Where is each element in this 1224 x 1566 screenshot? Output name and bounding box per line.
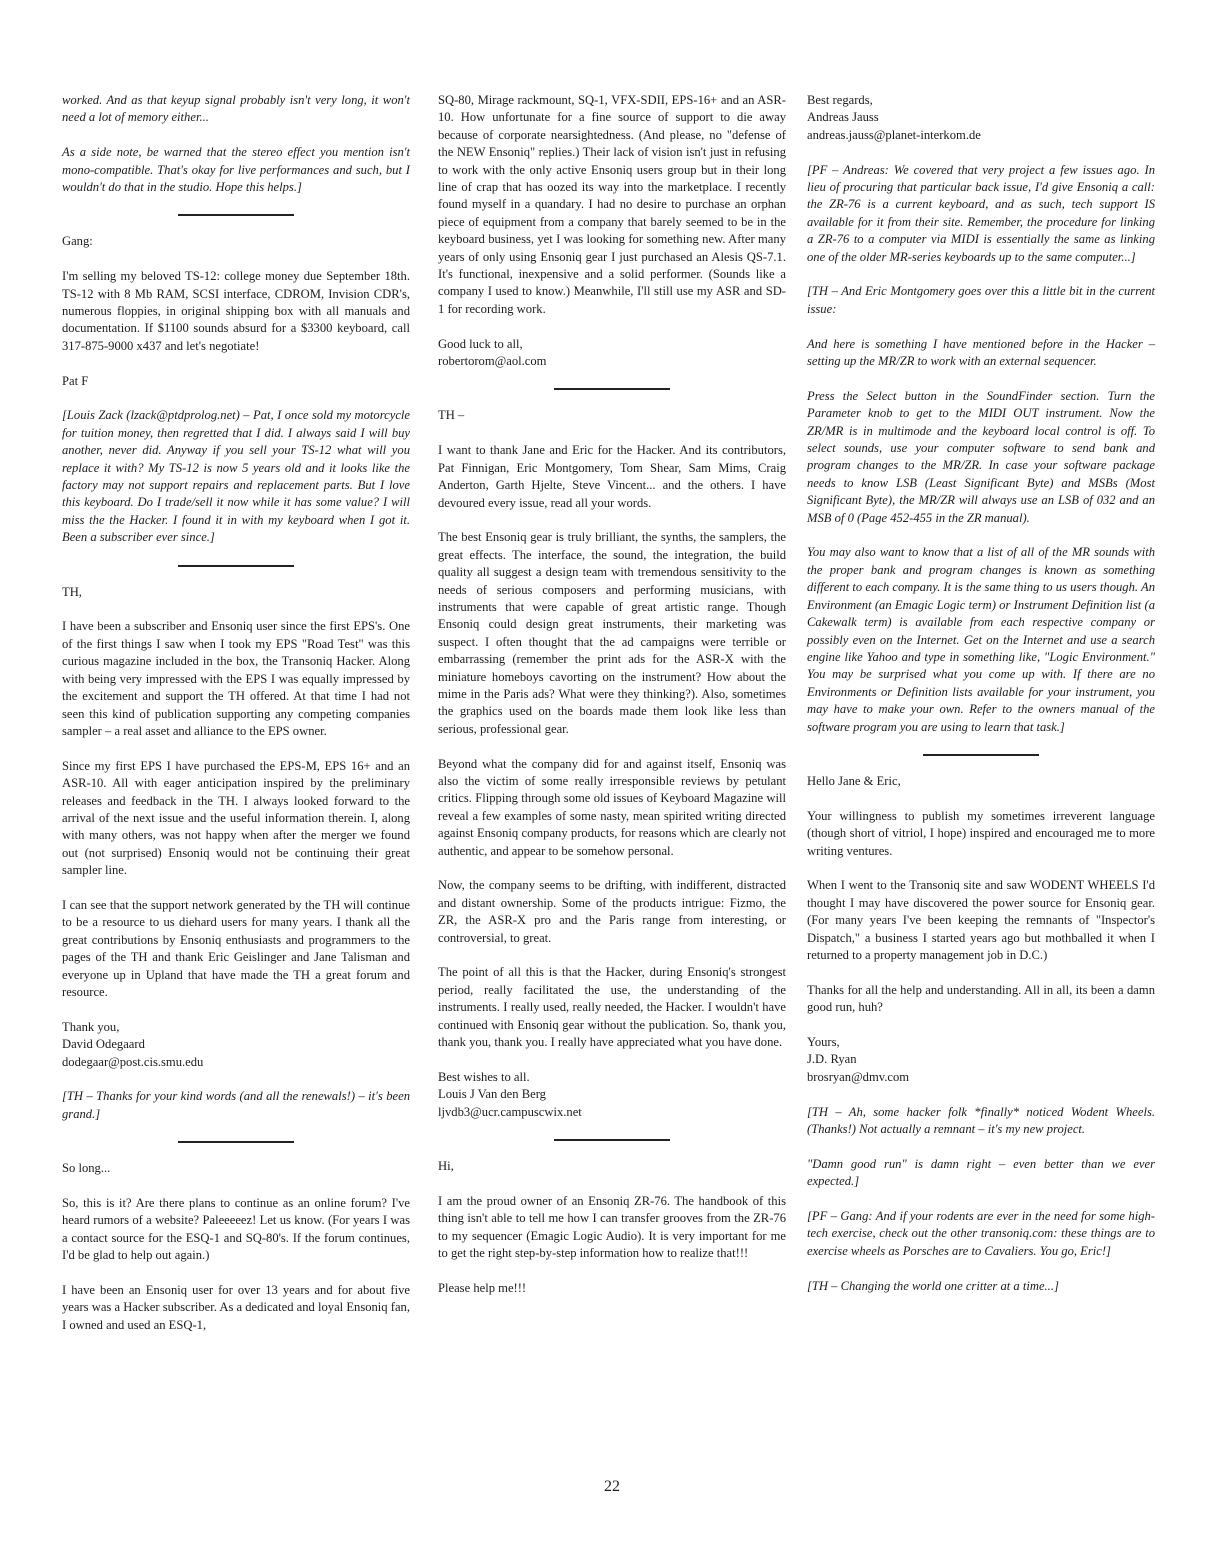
signature-block: Best wishes to all. Louis J Van den Berg ljvdb3@ucr.campuscwix.net [438,1069,582,1119]
section-divider [554,1139,670,1141]
page-number: 22 [604,1478,620,1495]
letter-paragraph: Please help me!!! [438,1280,527,1295]
letter-paragraph: SQ-80, Mirage rackmount, SQ-1, VFX-SDII, EPS-16+ and an ASR-10. How unfortunate for a fine source of support to die away because of corporate nearsightedness. (And please, no "defense of the NEW Ensoniq" replies.) Their lack of vision isn't just in refusing to work with the only active Ensoniq users group but in their long line of crap that has oozed its way into the marketplace. I recently found myself in a quandary. I had no desire to purchase an orphan piece of equipment from a company that barely seemed to be in the keyboard business, yet I was looking for something new. After many years of only using Ensoniq gear I just purchased an Alesis QS-7.1. It's functional, inexpensive and a solid performer. (Sounds like a company I used to know.) Meanwhile, I'll still use my ASR and SD-1 for recording work. [438,93,786,316]
letter-paragraph: Since my first EPS I have purchased the EPS-M, EPS 16+ and an ASR-10. All with eager anticipation inspired by the preliminary releases and feedback in the TH. I always looked forward to the arrival of the next issue and the useful information therein. I, along with many others, was not happy when after the merger we found out (not surprised) Ensoniq would not be continuing their great sampler line. [62,758,410,878]
letter-paragraph: So long... [62,1161,111,1176]
editor-reply: [TH – Thanks for your kind words (and all the renewals!) – it's been grand.] [62,1089,410,1121]
column-left [62,92,410,1352]
letter-paragraph: I'm selling my beloved TS-12: college money due September 18th. TS-12 with 8 Mb RAM, SCSI interface, CDROM, Invision CDR's, numerous floppies, in original shipping box with all manuals and documentation. If $1100 sounds absurd for a $3300 keyboard, call 317-875-9000 x437 and let's negotiate! [62,269,410,353]
letter-paragraph: Hi, [438,1159,454,1174]
section-divider [178,214,294,216]
letter-paragraph: Thanks for all the help and understanding. All in all, its been a damn good run, huh? [807,982,1155,1015]
section-divider [554,388,670,390]
letter-paragraph: I have been a subscriber and Ensoniq user since the first EPS's. One of the first things I saw when I took my EPS "Road Test" was this curious magazine included in the box, the Transoniq Hacker. Along with being very impressed with the EPS I was equally impressed by the excitement and support the TH offered. At that time I had not seen this kind of publication supporting any competing companies sampler – a real asset and alliance to the EPS owner. [62,619,410,738]
editor-reply: [TH – And Eric Montgomery goes over this a little bit in the current issue: [807,284,1155,316]
letter-paragraph: Now, the company seems to be drifting, with indifferent, distracted and distant ownership. Some of the products intrigue: Fizmo, the ZR, the ASR-X pro and the Paris range from interesting, or controversial, to great. [438,878,786,945]
letter-paragraph: When I went to the Transoniq site and saw WODENT WHEELS I'd thought I may have discovered the power source for Ensoniq gear. (For many years I've been keeping the remnants of "Inspector's Dispatch," a business I started years ago but mothballed it when I returned to a property management job in D.C.) [807,878,1155,962]
letter-paragraph: Beyond what the company did for and against itself, Ensoniq was also the victim of some really irresponsible reviews by petulant critics. Flipping through some old issues of Keyboard Magazine will reveal a few examples of some nasty, mean spirited writing directed against Ensoniq company products, for reasons which are clearly not authentic, and appear to be somehow personal. [438,756,786,858]
signature-block: Yours, J.D. Ryan brosryan@dmv.com [807,1034,910,1084]
editor-reply: And here is something I have mentioned before in the Hacker – setting up the MR/ZR to work with an external sequencer. [807,336,1155,369]
letter-paragraph: TH – [438,408,465,423]
letter-paragraph: Hello Jane & Eric, [807,773,901,788]
section-divider [178,565,294,567]
letter-paragraph: I can see that the support network generated by the TH will continue to be a resource to us diehard users for many years. I thank all the great contributions by Ensoniq enthusiasts and programmers to the pages of the TH and thank Eric Geislinger and Jane Talisman and everyone up in Upland that have made the TH a great forum and resource. [62,897,410,999]
signature-block: Thank you, David Odegaard dodegaar@post.cis.smu.edu [62,1019,204,1069]
editor-reply: [PF – Gang: And if your rodents are ever in the need for some high-tech exercise, check out the other transoniq.com: these things are to exercise wheels as Porsches are to Cavaliers. You go, Eric!] [807,1209,1155,1258]
editor-reply: [TH – Changing the world one critter at a time...] [807,1278,1059,1293]
letter-paragraph: TH, [62,584,82,599]
editor-reply: "Damn good run" is damn right – even better than we ever expected.] [807,1156,1155,1189]
letter-paragraph: Pat F [62,373,89,388]
column-middle [438,92,786,1315]
letter-paragraph: The best Ensoniq gear is truly brilliant, the synths, the samplers, the great effects. The interface, the sound, the integration, the build quality all suggest a design team with tremendous sensitivity to the needs of serious composers and performing musicians, with instruments that were capable of great artistic range. Though Ensoniq could design great instruments, their marketing was suspect. I often thought that the ad campaigns were terrible or embarrassing (remember the print ads for the ASR-X with the miniature homeboys cavorting on the instrument? How about the mime in the Paris ads? What were they thinking?). Also, sometimes the graphics used on the boards made them look like less than serious, professional gear. [438,530,786,736]
letter-paragraph: I am the proud owner of an Ensoniq ZR-76. The handbook of this thing isn't able to tell me how I can transfer grooves from the ZR-76 to my sequencer (Emagic Logic Audio). It is very important for me to get the right step-by-step information how to realize that!!! [438,1193,786,1261]
editor-reply: worked. And as that keyup signal probably isn't very long, it won't need a lot of memory either... [62,93,410,125]
letter-paragraph: So, this is it? Are there plans to continue as an online forum? I've heard rumors of a website? Paleeeeez! Let us know. (For years I was a contact source for the ESQ-1 and SQ-80's. If the forum continues, I'd be glad to help out again.) [62,1196,410,1263]
column-right [807,92,1155,1312]
letter-paragraph: Gang: [62,234,93,249]
letter-paragraph: Your willingness to publish my sometimes irreverent language (though short of vitriol, I hope) inspired and encouraged me to more writing ventures. [807,808,1155,858]
editor-reply: [PF – Andreas: We covered that very project a few issues ago. In lieu of procuring that particular back issue, I'd give Ensoniq a call: the ZR-76 is a current keyboard, and as such, tech support IS available for it from their site. Remember, the procedure for linking a ZR-76 to a computer via MIDI is essentially the same as linking one of the older MR-series keyboards up to the same computer...] [807,162,1155,264]
section-divider [178,1141,294,1143]
section-divider [923,754,1039,756]
letter-paragraph: I have been an Ensoniq user for over 13 years and for about five years was a Hacker subscriber. As a dedicated and loyal Ensoniq fan, I owned and used an ESQ-1, [62,1283,410,1332]
editor-reply: [Louis Zack (lzack@ptdprolog.net) – Pat, I once sold my motorcycle for tuition money, then regretted that I did. I always said I will buy another, never did. Anyway if you sell your TS-12 what will you replace it with? My TS-12 is now 5 years old and it looks like the factory may not support repairs and replacement parts. But I love this keyboard. Do I trade/sell it now while it has some value? I will miss the the Hacker. I found it in with my keyboard when I got it. Been a subscriber ever since.] [62,408,410,545]
letter-paragraph: I want to thank Jane and Eric for the Hacker. And its contributors, Pat Finnigan, Eric Montgomery, Tom Shear, Sam Mims, Craig Anderton, Garth Hjelte, Steve Vincent... and the others. I have devoured every issue, read all your words. [438,443,786,510]
editor-reply: You may also want to know that a list of all of the MR sounds with the proper bank and program changes is known as something different to each company. It is the same thing to us users though. An Environment (an Emagic Logic term) or Instrument Definition list (a Cakewalk term) is available from each respective company or possibly even on the Internet. Get on the Internet and use a search engine like Yahoo and type in something like, "Logic Environment." You may be surprised what you come up with. If there are no Environments or Definition lists available for your instrument, you may have to make your own. Refer to the owners manual of the software program you are using to learn that task.] [807,545,1155,734]
editor-reply: As a side note, be warned that the stereo effect you mention isn't mono-compatible. That's okay for live performances and such, but I wouldn't do that in the studio. Hope this helps.] [62,145,410,195]
editor-reply: [TH – Ah, some hacker folk *finally* noticed Wodent Wheels. (Thanks!) Not actually a remnant – it's my new project. [807,1104,1155,1136]
signature-block: Best regards, Andreas Jauss andreas.jauss@planet-interkom.de [807,93,981,142]
signature-block: Good luck to all, robertorom@aol.com [438,336,547,369]
letter-paragraph: The point of all this is that the Hacker, during Ensoniq's strongest period, really facilitated the use, the understanding of the instruments. I really used, really needed, the Hacker. I wouldn't have continued with Ensoniq gear without the publication. So, thank you, thank you, thank you. I really have appreciated what you have done. [438,965,786,1050]
editor-reply: Press the Select button in the SoundFinder section. Turn the Parameter knob to get to the MIDI OUT instrument. Now the ZR/MR is in multimode and the keyboard local control is off. To select sounds, use your computer software to send bank and program changes to the MR/ZR. In case your software package needs to know LSB (Least Significant Byte) and MSBs (Most Significant Byte), the MR/ZR will always use an LSB of 032 and an MSB of 0 (Page 452-455 in the ZR manual). [807,388,1155,525]
